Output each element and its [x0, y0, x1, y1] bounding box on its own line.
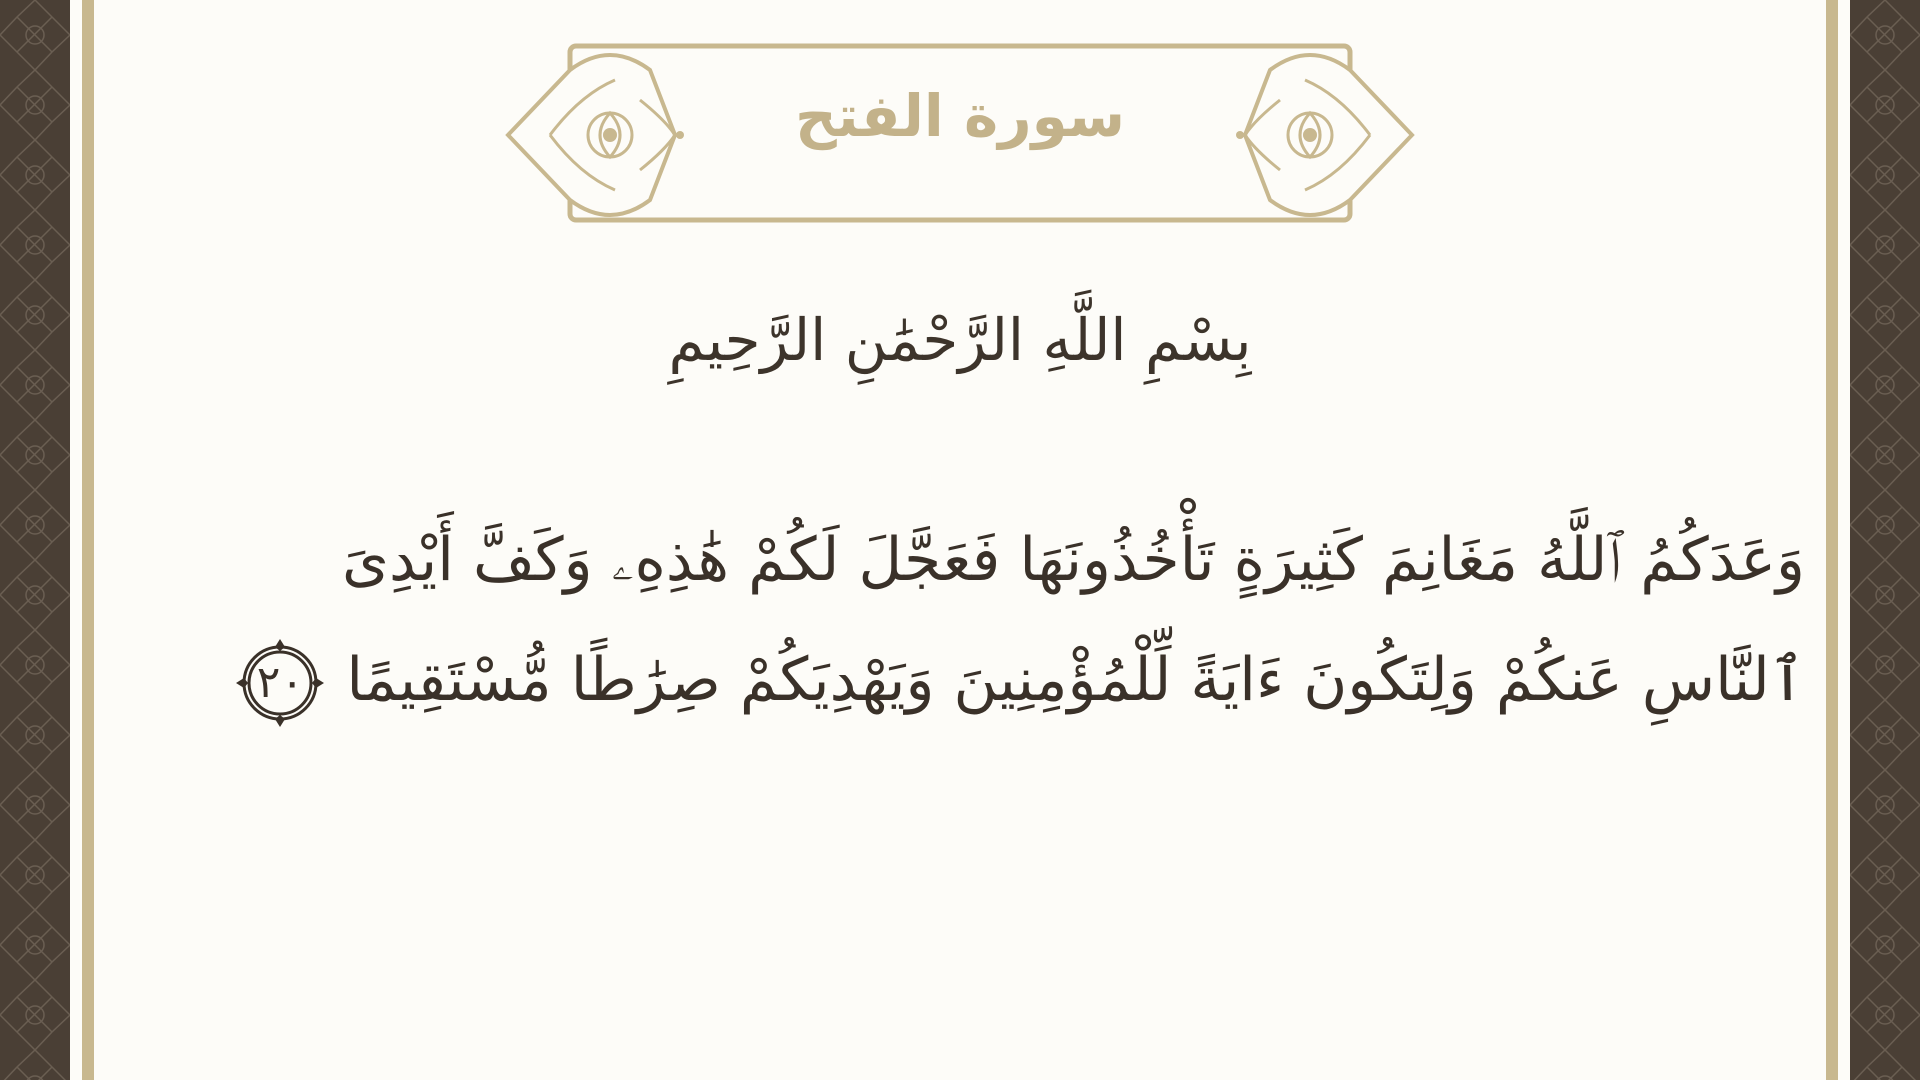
verse-line-1: وَعَدَكُمُ ٱللَّهُ مَغَانِمَ كَثِيرَةٍ تَأْخُذُونَهَا فَعَجَّلَ لَكُمْ هَٰذِهِۦ وَكَفَّ أَيْدِىَ: [342, 525, 1805, 595]
verse-line-2: [200, 620, 1805, 740]
verse-text: [200, 500, 1805, 740]
left-border-pattern: [0, 0, 70, 1080]
geometric-pattern-icon: [1850, 0, 1920, 1080]
right-border-pattern: [1850, 0, 1920, 1080]
ayah-number: ٢٠: [256, 657, 305, 709]
ayah-end-marker: [232, 635, 328, 731]
verse-line-2-text: ٱلنَّاسِ عَنكُمْ وَلِتَكُونَ ءَايَةً لِّلْمُؤْمِنِينَ وَيَهْدِيَكُمْ صِرَٰطًا مُّسْتَقِيمًا: [346, 645, 1805, 715]
surah-title-frame: [500, 40, 1420, 230]
right-gold-rule: [1826, 0, 1838, 1080]
geometric-pattern-icon: [0, 0, 70, 1080]
surah-title: سورة الفتح: [794, 82, 1126, 150]
basmala: بِسْمِ اللَّهِ الرَّحْمَٰنِ الرَّحِيمِ: [668, 306, 1252, 374]
left-gold-rule: [82, 0, 94, 1080]
